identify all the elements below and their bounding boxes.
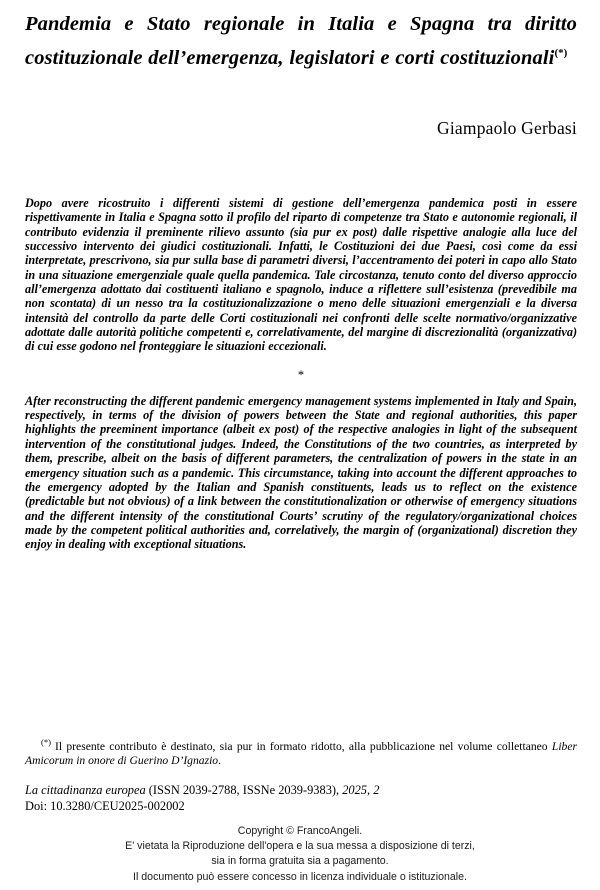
copyright-line-2: E' vietata la Riproduzione dell'opera e la sua messa a disposizione di terzi, [125,840,475,853]
citation-block [25,783,577,814]
title-block [25,10,577,73]
footnote-lead-text: Il presente contributo è destinato, sia pur in formato ridotto, alla pubblicazione nel volume collettaneo [55,739,552,753]
copyright-block [0,824,600,885]
page-title [25,10,577,73]
title-footnote-marker: (*) [554,47,568,59]
copyright-line-3: sia in forma gratuita sia a pagamento. [211,855,389,868]
author-name: Giampaolo Gerbasi [437,118,577,138]
abstract-italian: Dopo avere ricostruito i differenti sistemi di gestione dell’emergenza pandemica posti in essere rispettivamente in Italia e Spagna sotto il profilo del riparto di competenze tra Stato e autonomie regionali, il contributo evidenzia il preminente rilievo assunto (sia pur ex post) dalle rispettive analogie alla luce del successivo intervento dei giudici costituzionali. Infatti, le Costituzioni dei due Paesi, così come da essi interpretate, prescrivono, sia pur sulla base di parametri diversi, l’accentramento dei poteri in capo allo Stato in una situazione emergenziale quale quella pandemica. Tale circostanza, tenuto conto del diverso approccio all’emergenza adottato dai costituenti italiano e spagnolo, induce a riflettere sull’esistenza (prevedibile ma non scontata) di un nesso tra la costituzionalizzazione o meno delle situazioni emergenziali e la diversa intensità del controllo da parte delle Corti costituzionali nei confronti delle scelte normativo/organizzative adottate dalle autorità politiche competenti e, correlativamente, del margine di discrezionalità (organizzativa) di cui esse godono nel fronteggiare le situazioni eccezionali. [25,196,577,354]
journal-issn: (ISSN 2039-2788, ISSNe 2039-9383), [145,783,343,797]
page-title-text: Pandemia e Stato regionale in Italia e Spagna tra diritto costituzionale dell’emergenza, legislatori e corti costituzionali [25,13,577,69]
footnote-trail-text: . [218,754,222,768]
abstract-separator: * [297,367,305,382]
journal-issue: 2025, 2 [342,783,380,797]
footnote-marker: (*) [41,737,52,747]
abstract-section [25,196,577,552]
citation-doi-line: Doi: 10.3280/CEU2025-002002 [25,798,185,813]
copyright-line-1: Copyright © FrancoAngeli. [237,825,363,837]
author-block [25,118,577,139]
footnote-book-title: Liber Amicorum in onore di Guerino D’Ignazio [25,739,577,768]
copyright-line-4: Il documento può essere concesso in licenza individuale o istituzionale. [133,870,467,883]
footnote-text [25,735,577,769]
abstract-english: After reconstructing the different pandemic emergency management systems implemented in Italy and Spain, respectively, in terms of the division of powers between the State and regional authorities, this paper highlights the preeminent importance (albeit ex post) of the respective analogies in light of the subsequent intervention of the constitutional judges. Indeed, the Constitutions of the two countries, as interpreted by them, prescribe, albeit on the basis of different parameters, the centralization of powers in the state in an emergency situation such as a pandemic. This circumstance, taking into account the different approaches to the emergency adopted by the Italian and Spanish constituents, leads us to reflect on the existence (predictable but not obvious) of a link between the constitutionalization or otherwise of emergency situations and the different intensity of the constitutional Courts’ scrutiny of the regulatory/organizational choices made by the competent political authorities and, correlatively, the margin of (organizational) discretion they enjoy in dealing with exceptional situations. [25,393,577,552]
journal-name: La cittadinanza europea [25,783,146,797]
footnote-block [25,735,577,769]
citation-journal-line [25,783,577,799]
